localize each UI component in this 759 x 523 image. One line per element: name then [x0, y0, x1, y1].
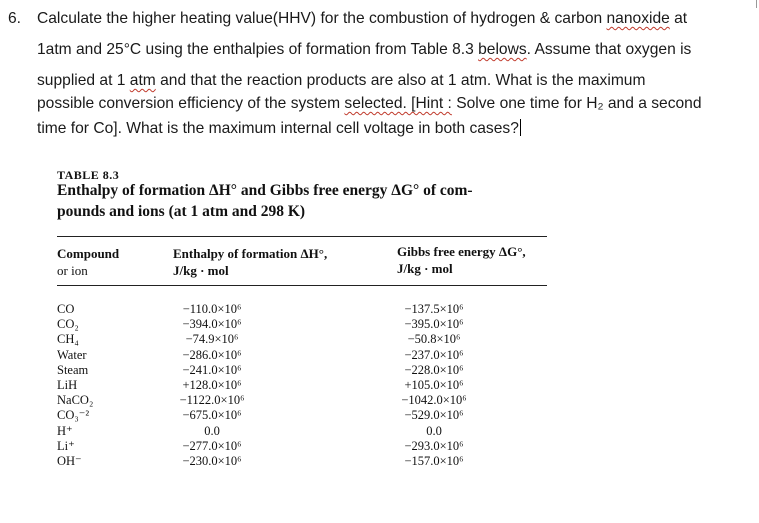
gibbs-cell: −529.0×10⁶	[404, 408, 464, 423]
header-enthalpy: Enthalpy of formation ΔH°, J/kg · mol	[173, 246, 328, 278]
enthalpy-column	[167, 302, 257, 469]
enthalpy-cell: −286.0×10⁶	[182, 347, 242, 362]
text-cursor	[520, 119, 521, 136]
scrollbar-corner	[756, 0, 757, 8]
compound-cell: Li⁺	[57, 438, 75, 453]
compound-cell: CO₂	[57, 317, 79, 332]
enthalpy-cell: −110.0×10⁶	[182, 302, 242, 316]
gibbs-cell: +105.0×10⁶	[404, 377, 464, 392]
gibbs-cell: −1042.0×10⁶	[401, 393, 467, 408]
compound-cell: CO₃⁻²	[57, 408, 90, 423]
gibbs-cell: −50.8×10⁶	[407, 332, 461, 347]
table-top-rule	[57, 236, 547, 237]
question-line-4: possible conversion efficiency of the system selected. [Hint : Solve one time for H₂ and a second	[37, 95, 702, 112]
gibbs-cell: 0.0	[426, 423, 442, 438]
header-compound: Compound or ion	[57, 246, 120, 278]
gibbs-cell: −395.0×10⁶	[404, 317, 464, 332]
compound-cell: LiH	[57, 377, 78, 392]
compound-cell: CH₄	[57, 332, 79, 347]
table-caption: Enthalpy of formation ΔH° and Gibbs free energy ΔG° of com- pounds and ions (at 1 atm and 298 K)	[57, 182, 473, 220]
table-number: TABLE 8.3	[57, 168, 120, 182]
enthalpy-cell: −1122.0×10⁶	[179, 393, 245, 408]
compound-cell: Steam	[57, 362, 89, 377]
gibbs-cell: −237.0×10⁶	[404, 347, 464, 362]
spellcheck-word: selected. [Hint :	[344, 95, 452, 112]
gibbs-cell: −293.0×10⁶	[404, 438, 464, 453]
gibbs-cell: −137.5×10⁶	[404, 302, 464, 316]
question-line-3: supplied at 1 atm and that the reaction products are also at 1 atm. What is the maximum	[37, 72, 646, 89]
question-line-1: Calculate the higher heating value(HHV) for the combustion of hydrogen & carbon nanoxide at	[37, 10, 688, 27]
enthalpy-cell: −230.0×10⁶	[182, 453, 242, 468]
compound-cell: H⁺	[57, 423, 73, 438]
question-line-5: time for Co]. What is the maximum internal cell voltage in both cases?	[37, 120, 519, 137]
compound-cell: OH⁻	[57, 453, 82, 468]
compound-cell: NaCO₂	[57, 393, 94, 408]
enthalpy-cell: 0.0	[204, 423, 220, 438]
gibbs-cell: −228.0×10⁶	[404, 362, 464, 377]
spellcheck-word: nanoxide	[606, 10, 670, 27]
header-gibbs: Gibbs free energy ΔG°, J/kg · mol	[397, 244, 526, 276]
enthalpy-cell: +128.0×10⁶	[182, 377, 242, 392]
enthalpy-cell: −277.0×10⁶	[182, 438, 242, 453]
enthalpy-cell: −241.0×10⁶	[182, 362, 242, 377]
compound-cell: CO	[57, 302, 75, 316]
enthalpy-cell: −394.0×10⁶	[182, 317, 242, 332]
table-header-rule	[57, 285, 547, 286]
compound-cell: Water	[57, 347, 87, 362]
gibbs-cell: −157.0×10⁶	[404, 453, 464, 468]
enthalpy-cell: −74.9×10⁶	[185, 332, 239, 347]
enthalpy-cell: −675.0×10⁶	[182, 408, 242, 423]
question-line-2: 1atm and 25°C using the enthalpies of formation from Table 8.3 belows. Assume that oxygen is	[37, 41, 692, 58]
question-number: 6.	[8, 10, 22, 27]
spellcheck-word: atm	[129, 72, 156, 89]
compound-column	[57, 302, 93, 469]
spellcheck-word: belows	[478, 41, 527, 58]
gibbs-column	[389, 302, 479, 469]
